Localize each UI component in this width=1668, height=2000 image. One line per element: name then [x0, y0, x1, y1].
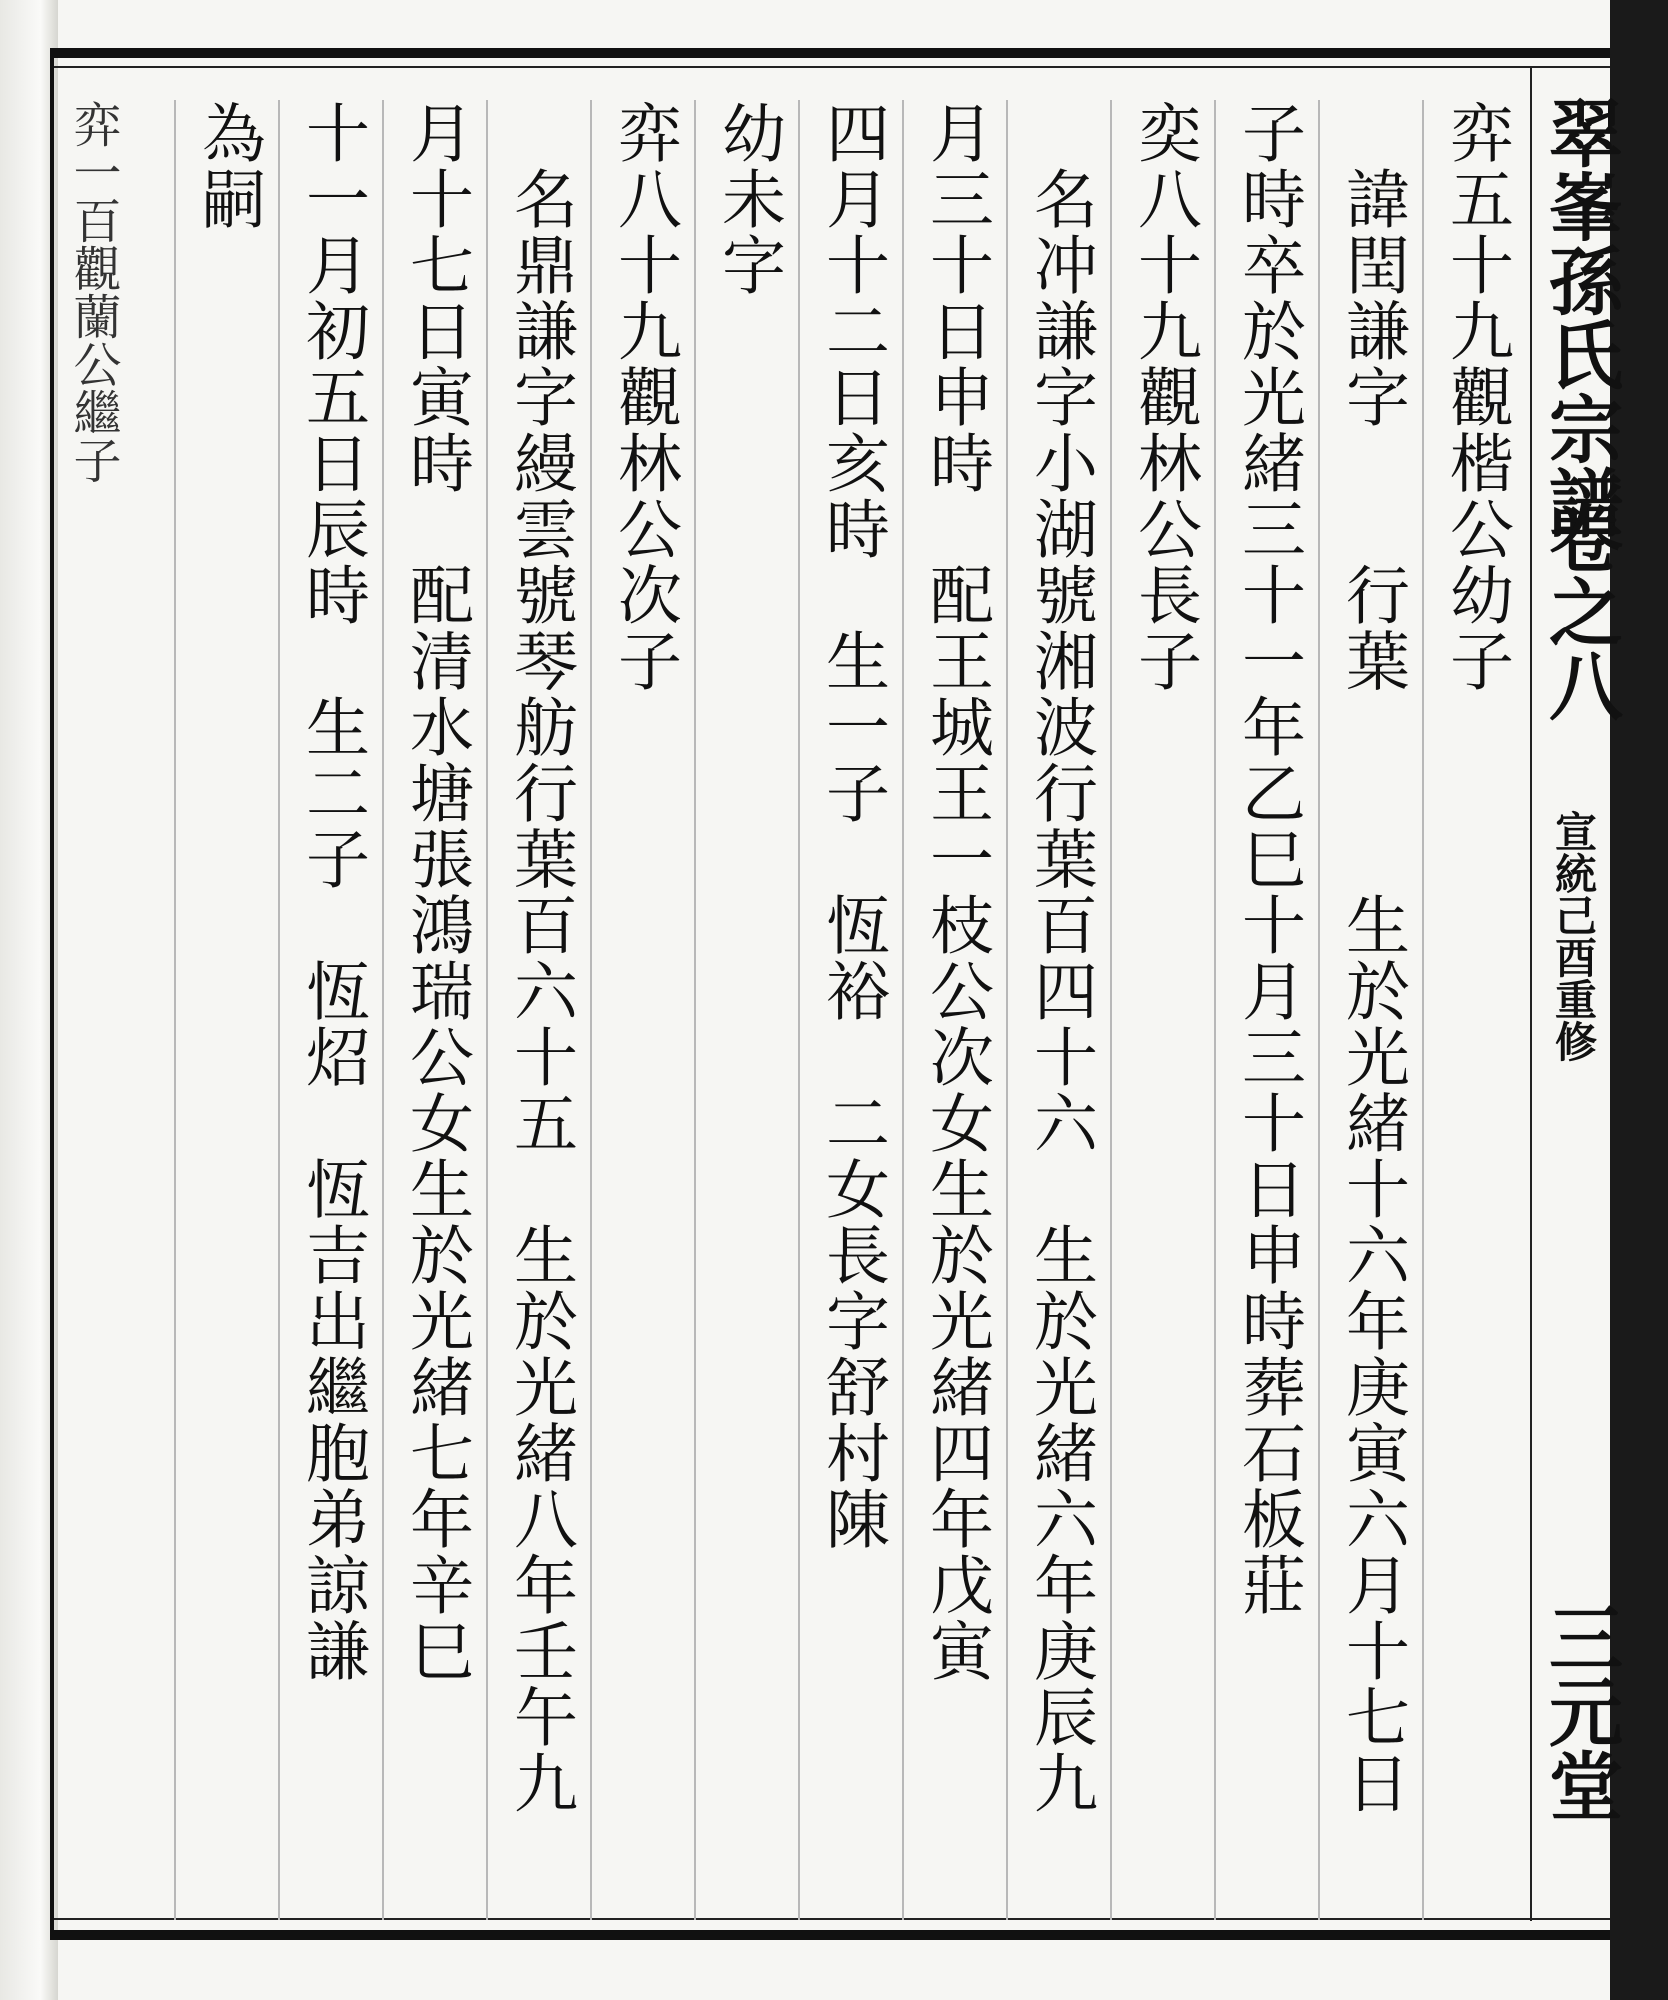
column-divider	[902, 100, 904, 1920]
volume-label: 卷之八	[1537, 500, 1623, 722]
bottom-border-rule	[50, 1930, 1610, 1940]
bottom-border-inner-rule	[50, 1918, 1610, 1920]
text-column-3: 子時卒於光緒三十一年乙巳十月三十日申時葬石板莊	[1231, 100, 1305, 1618]
column-divider	[174, 100, 176, 1920]
column-divider	[1006, 100, 1008, 1920]
column-divider	[278, 100, 280, 1920]
text-column-9: 弈八十九觀林公次子	[607, 100, 681, 694]
top-border-rule	[50, 48, 1610, 58]
column-divider	[798, 100, 800, 1920]
hall-name: 三元堂	[1537, 1600, 1623, 1822]
column-divider	[1110, 100, 1112, 1920]
top-border-inner-rule	[50, 66, 1610, 68]
text-column-1: 弈五十九觀楷公幼子	[1439, 100, 1513, 694]
text-column-7: 四月十二日亥時 生一子 恆裕 二女長字舒村陳	[815, 100, 889, 1552]
left-border-rule	[50, 48, 54, 1940]
text-column-5: 名冲謙字小湖號湘波行葉百四十六 生於光緒六年庚辰九	[1023, 100, 1097, 1816]
book-title: 翠峯孫氏宗譜	[1537, 95, 1623, 539]
column-divider	[1422, 100, 1424, 1920]
edition-note: 宣統己酉重修	[1549, 810, 1598, 1062]
column-divider	[1214, 100, 1216, 1920]
column-divider	[486, 100, 488, 1920]
text-column-11: 月十七日寅時 配清水塘張鴻瑞公女生於光緒七年辛巳	[399, 100, 473, 1684]
margin-column-rule	[1530, 66, 1532, 1921]
text-column-2: 諱閏謙字 行葉 生於光緒十六年庚寅六月十七日	[1335, 100, 1409, 1816]
text-column-15: 弈一百觀蘭公繼子	[65, 100, 121, 484]
column-divider	[1318, 100, 1320, 1920]
column-divider	[590, 100, 592, 1920]
text-column-10: 名鼎謙字縵雲號琴舫行葉百六十五 生於光緒八年壬午九	[503, 100, 577, 1816]
text-column-13: 為嗣	[191, 100, 265, 232]
column-divider	[694, 100, 696, 1920]
text-column-4: 奕八十九觀林公長子	[1127, 100, 1201, 694]
text-column-6: 月三十日申時 配王城王一枝公次女生於光緒四年戊寅	[919, 100, 993, 1684]
text-column-12: 十一月初五日辰時 生二子 恆炤 恆吉出繼胞弟諒謙	[295, 100, 369, 1684]
text-column-8: 幼未字	[711, 100, 785, 298]
column-divider	[382, 100, 384, 1920]
